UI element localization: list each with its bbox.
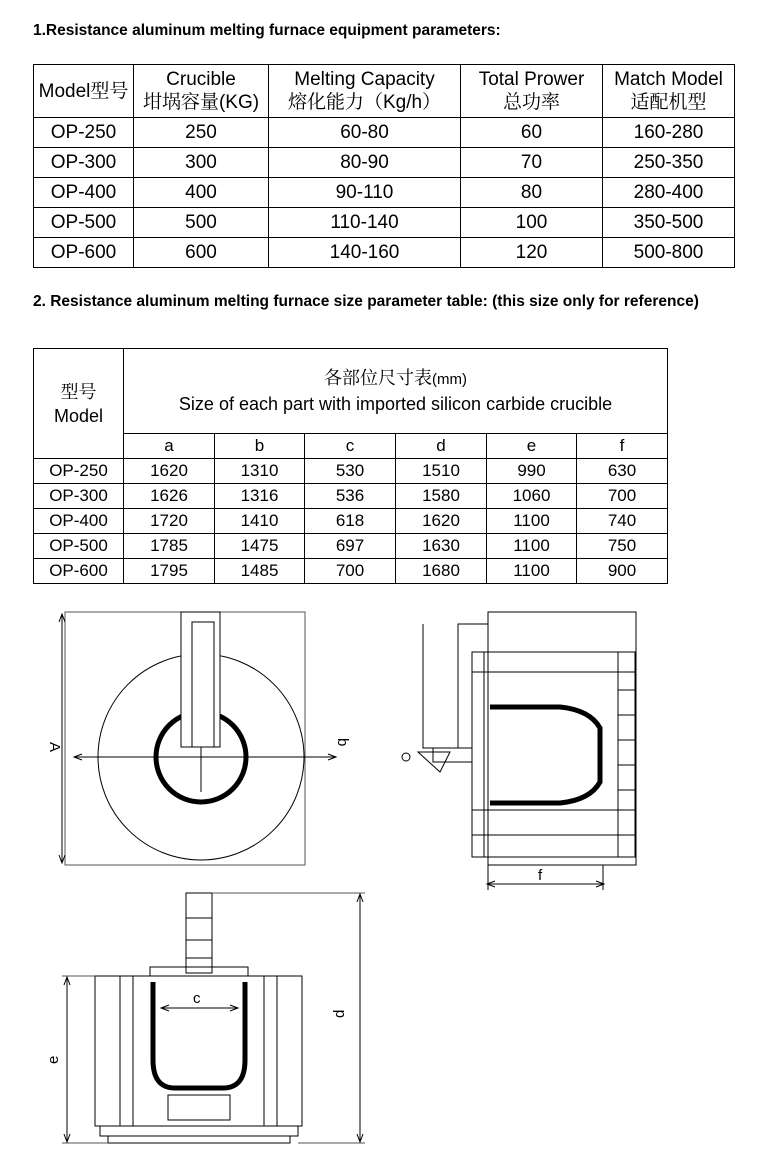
cell-melting-capacity: 110-140 [269, 208, 461, 238]
cell-a: 1785 [124, 534, 215, 559]
cell-total-power: 60 [461, 118, 603, 148]
table-row [34, 208, 735, 238]
header-melting-capacity: Melting Capacity 熔化能力（Kg/h） [269, 65, 461, 118]
cell-model: OP-600 [34, 559, 124, 584]
lid-rod [433, 748, 472, 762]
cell-b: 1485 [215, 559, 305, 584]
cell-model: OP-250 [34, 118, 134, 148]
cell-b: 1475 [215, 534, 305, 559]
cell-crucible: 600 [134, 238, 269, 268]
furnace-base [100, 1126, 298, 1136]
cell-melting-capacity: 140-160 [269, 238, 461, 268]
cell-f: 900 [577, 559, 668, 584]
cell-a: 1620 [124, 459, 215, 484]
cell-f: 630 [577, 459, 668, 484]
side-view-frame [488, 612, 636, 865]
header-match-model: Match Model 适配机型 [603, 65, 735, 118]
cell-d: 1620 [396, 509, 487, 534]
cell-match-model: 350-500 [603, 208, 735, 238]
cell-model: OP-300 [34, 148, 134, 178]
cell-e: 1060 [487, 484, 577, 509]
cell-d: 1680 [396, 559, 487, 584]
cell-d: 1510 [396, 459, 487, 484]
cell-e: 1100 [487, 559, 577, 584]
side-view-drawing [402, 612, 636, 890]
cell-d: 1630 [396, 534, 487, 559]
cell-melting-capacity: 80-90 [269, 148, 461, 178]
header-total-power: Total Prower 总功率 [461, 65, 603, 118]
cell-a: 1795 [124, 559, 215, 584]
table-row [34, 178, 735, 208]
cell-f: 700 [577, 484, 668, 509]
section2-heading: 2. Resistance aluminum melting furnace size parameter table: (this size only for reference) [33, 293, 699, 310]
cell-e: 1100 [487, 534, 577, 559]
cell-model: OP-500 [34, 534, 124, 559]
table-row [34, 534, 668, 559]
lid-post [186, 893, 212, 973]
lid-bracket [423, 624, 488, 748]
cell-match-model: 160-280 [603, 118, 735, 148]
cell-model: OP-300 [34, 484, 124, 509]
column-header-row [34, 434, 668, 459]
cell-crucible: 300 [134, 148, 269, 178]
table-row [34, 118, 735, 148]
cell-crucible: 250 [134, 118, 269, 148]
table-header-row [34, 65, 735, 118]
table-row [34, 559, 668, 584]
cell-d: 1580 [396, 484, 487, 509]
label-A: A [46, 742, 63, 753]
cell-c: 530 [305, 459, 396, 484]
section1-heading: 1.Resistance aluminum melting furnace equipment parameters: [33, 22, 501, 39]
cell-e: 1100 [487, 509, 577, 534]
cell-b: 1410 [215, 509, 305, 534]
cell-b: 1310 [215, 459, 305, 484]
column-header: c [305, 434, 396, 459]
cell-c: 700 [305, 559, 396, 584]
furnace-base-lower [108, 1136, 290, 1143]
column-header: a [124, 434, 215, 459]
label-c: c [193, 990, 201, 1007]
table-row [34, 459, 668, 484]
cell-a: 1626 [124, 484, 215, 509]
header-crucible: Crucible 坩埚容量(KG) [134, 65, 269, 118]
model-header-cell: 型号 Model [34, 349, 124, 459]
size-table-title: 各部位尺寸表(mm) Size of each part with imported silicon carbide crucible [124, 349, 668, 434]
column-header: f [577, 434, 668, 459]
hinge-pin-icon [402, 753, 410, 761]
column-header: b [215, 434, 305, 459]
crucible-side [490, 707, 600, 803]
furnace-drawings [0, 595, 761, 1164]
cell-crucible: 400 [134, 178, 269, 208]
table-row [34, 238, 735, 268]
cell-b: 1316 [215, 484, 305, 509]
cell-total-power: 80 [461, 178, 603, 208]
cell-total-power: 70 [461, 148, 603, 178]
column-header: d [396, 434, 487, 459]
crucible-base [168, 1095, 230, 1120]
lid-plate [150, 967, 248, 976]
header-model: Model型号 [34, 65, 134, 118]
label-e: e [45, 1055, 62, 1064]
cell-f: 750 [577, 534, 668, 559]
cell-model: OP-250 [34, 459, 124, 484]
cell-total-power: 120 [461, 238, 603, 268]
cell-total-power: 100 [461, 208, 603, 238]
column-header: e [487, 434, 577, 459]
cell-c: 618 [305, 509, 396, 534]
table-row [34, 148, 735, 178]
cell-model: OP-400 [34, 178, 134, 208]
cell-model: OP-400 [34, 509, 124, 534]
label-b: b [334, 738, 351, 747]
front-view-drawing [62, 893, 365, 1143]
furnace-shell [472, 652, 635, 857]
cell-match-model: 500-800 [603, 238, 735, 268]
equipment-parameters-table [33, 64, 735, 268]
size-parameter-table [33, 348, 668, 584]
cell-crucible: 500 [134, 208, 269, 238]
table-row [34, 509, 668, 534]
cell-f: 740 [577, 509, 668, 534]
cell-melting-capacity: 90-110 [269, 178, 461, 208]
cell-model: OP-600 [34, 238, 134, 268]
table-row [34, 484, 668, 509]
label-f: f [538, 867, 543, 884]
cell-model: OP-500 [34, 208, 134, 238]
cell-c: 536 [305, 484, 396, 509]
cell-match-model: 250-350 [603, 148, 735, 178]
top-view-drawing [59, 612, 336, 865]
cell-e: 990 [487, 459, 577, 484]
label-d: d [331, 1009, 348, 1018]
cell-c: 697 [305, 534, 396, 559]
cell-match-model: 280-400 [603, 178, 735, 208]
cell-melting-capacity: 60-80 [269, 118, 461, 148]
cell-a: 1720 [124, 509, 215, 534]
